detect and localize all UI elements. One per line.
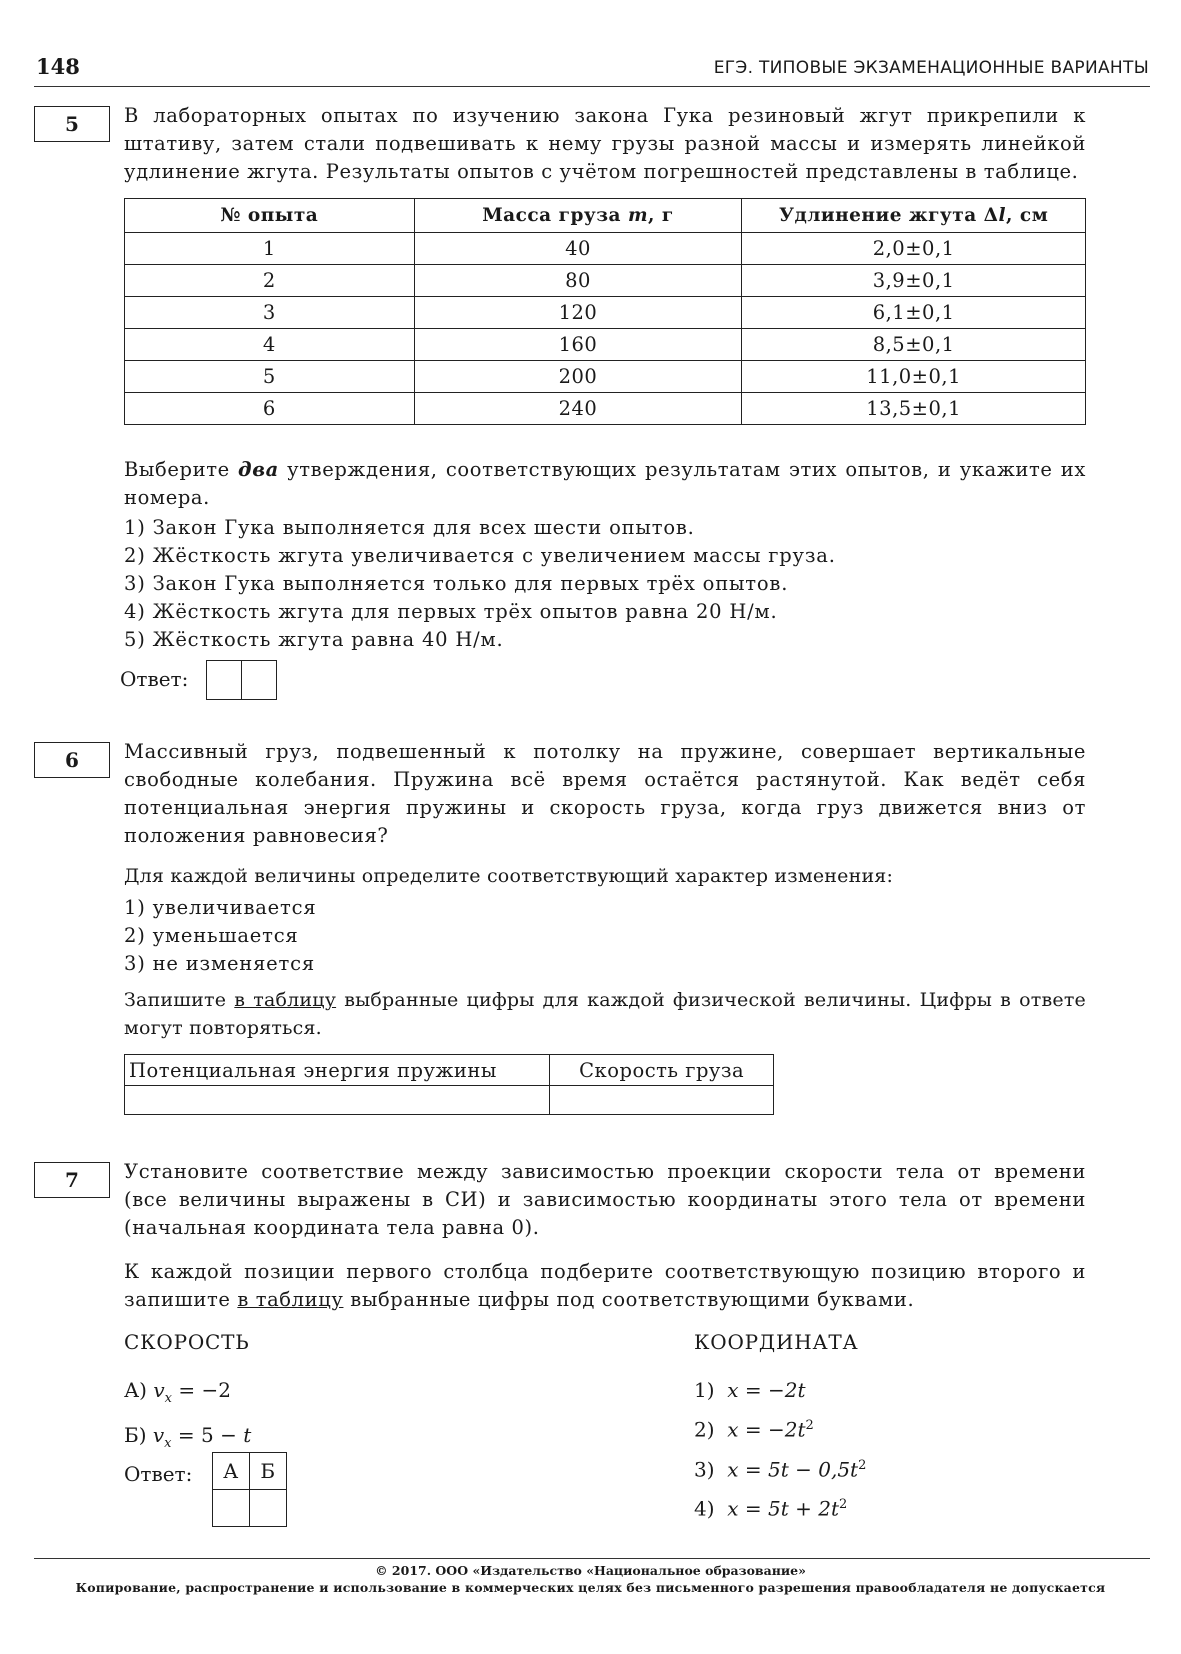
task-6-answer-table [124,1054,774,1115]
task-5-options [124,514,1086,654]
task-6-intro: Массивный груз, подвешенный к потолку на пружине, совершает вертикальные свободные колебания. Пружина всё время остаётся растянутой. Как ведёт себя потенциальная энергия пружины и скорость груза, когда груз движется вниз от положения равновесия? [124,740,1086,847]
task-5-question-post: утверждения, соответствующих результатам этих опытов, и укажите их номера. [124,458,1086,509]
item-label: Б) [124,1423,147,1447]
table-cell: 4 [125,329,415,361]
header-elongation-unit: , см [1006,205,1049,226]
table-cell: 8,5±0,1 [742,329,1086,361]
item-label: 4) [694,1496,715,1521]
task-6-write-instruction [124,986,1086,1042]
list-item [694,1408,866,1448]
list-item: 5) Жёсткость жгута равна 40 Н/м. [124,628,504,651]
velocity-symbol: $v_x$ [152,1423,172,1451]
table-cell: 2,0±0,1 [742,233,1086,265]
task-7-answer-label: Ответ: [124,1462,193,1486]
item-expr: = −2 [178,1378,231,1402]
task-5-question-pre: Выберите [124,458,239,481]
task-7-answer-table [212,1452,287,1527]
item-expr: x = −2t [727,1378,806,1402]
answer-column-a: А [213,1453,250,1490]
task-7-number: 7 [34,1162,110,1198]
table-row [125,329,1086,361]
answer-cell[interactable] [206,660,242,700]
table-cell: 3 [125,297,415,329]
header-mass [414,199,742,233]
footer-notice: Копирование, распространение и использование в коммерческих целях без письменного разрешения правообладателя не допускается [75,1580,1106,1595]
footer-divider [34,1558,1150,1559]
list-item [694,1487,866,1527]
list-item [694,1372,866,1408]
table-row [125,393,1086,425]
table-cell: 13,5±0,1 [742,393,1086,425]
task-5-table [124,198,1086,425]
table-cell: 6 [125,393,415,425]
task-7-right-list [694,1372,866,1527]
header-experiment-number: № опыта [125,199,415,233]
table-cell: 2 [125,265,415,297]
list-item: 1) увеличивается [124,896,317,919]
answer-cell[interactable] [213,1490,250,1527]
header-elongation-text: Удлинение жгута Δ [779,205,999,226]
time-symbol: t [243,1423,252,1447]
list-item: 3) Закон Гука выполняется только для первых трёх опытов. [124,572,789,595]
task-5-question [124,456,1086,512]
task-6-write-pre: Запишите [124,989,235,1011]
table-row [125,265,1086,297]
footer-copyright: © 2017. ООО «Издательство «Национальное образование» [375,1563,806,1578]
item-label: А) [124,1378,147,1402]
table-cell: 1 [125,233,415,265]
running-header: ЕГЭ. ТИПОВЫЕ ЭКЗАМЕНАЦИОННЫЕ ВАРИАНТЫ [713,58,1149,78]
task-6-col-potential-energy: Потенциальная энергия пружины [125,1055,550,1086]
header-mass-var: m [627,205,649,226]
task-6-options [124,894,1086,978]
table-cell: 200 [414,361,742,393]
list-item: 3) не изменяется [124,952,315,975]
task-7-instruction [124,1258,1086,1314]
task-7-left-heading: СКОРОСТЬ [124,1330,250,1354]
task-5-intro: В лабораторных опытах по изучению закона Гука резиновый жгут прикрепили к штативу, затем стали подвешивать к нему грузы разной массы и измерять линейкой удлинение жгута. Результаты опытов с учётом погрешностей представлены в таблице. [124,104,1086,183]
table-row [125,297,1086,329]
item-expr: x = 5t + 2t [727,1496,839,1521]
task-5-answer-boxes [206,660,277,700]
task-7-instr-pre: К каждой позиции первого столбца подберите соответствующую позицию второго и запишите [124,1260,1086,1311]
header-elongation [742,199,1086,233]
answer-cell[interactable] [125,1086,550,1115]
table-row [125,361,1086,393]
table-cell: 120 [414,297,742,329]
table-cell: 40 [414,233,742,265]
list-item: 2) Жёсткость жгута увеличивается с увеличением массы груза. [124,544,836,567]
task-7-intro: Установите соответствие между зависимостью проекции скорости тела от времени (все величины выражены в СИ) и зависимостью координаты этого тела от времени (начальная координата тела равна 0). [124,1160,1086,1239]
table-cell: 5 [125,361,415,393]
page-number: 148 [36,54,80,79]
task-6-number: 6 [34,742,110,778]
header-divider [34,86,1150,87]
answer-column-b: Б [250,1453,287,1490]
task-7-right-heading: КООРДИНАТА [694,1330,859,1354]
exponent: 2 [805,1418,814,1433]
task-6-table-link: в таблицу [234,989,337,1011]
item-expr: x = 5t − 0,5t [727,1457,859,1482]
list-item: 1) Закон Гука выполняется для всех шести опытов. [124,516,695,539]
list-item [124,1372,251,1417]
task-6-col-speed: Скорость груза [550,1055,774,1086]
table-cell: 240 [414,393,742,425]
task-6-instruction: Для каждой величины определите соответствующий характер изменения: [124,865,894,887]
table-cell: 6,1±0,1 [742,297,1086,329]
task-7-table-link: в таблицу [237,1288,344,1311]
header-elongation-var: l [998,205,1007,226]
table-cell: 80 [414,265,742,297]
velocity-symbol: $v_x$ [153,1378,172,1406]
answer-cell[interactable] [242,660,277,700]
list-item: 4) Жёсткость жгута для первых трёх опытов равна 20 Н/м. [124,600,778,623]
list-item [694,1448,866,1488]
task-5-question-emph: два [238,458,279,481]
header-mass-text: Масса груза [482,205,628,226]
list-item: 2) уменьшается [124,924,299,947]
task-7-instr-post: выбранные цифры под соответствующими буквами. [343,1288,915,1311]
task-5-number: 5 [34,106,110,142]
answer-cell[interactable] [250,1490,287,1527]
table-row [125,233,1086,265]
table-cell: 3,9±0,1 [742,265,1086,297]
table-cell: 160 [414,329,742,361]
table-cell: 11,0±0,1 [742,361,1086,393]
exponent: 2 [858,1457,867,1473]
task-5-table-header [125,199,1086,233]
item-label: 2) [694,1417,715,1442]
task-6-write-post: выбранные цифры для каждой физической величины. Цифры в ответе могут повторяться. [124,989,1086,1039]
item-label: 1) [694,1378,715,1402]
header-mass-unit: , г [648,205,674,226]
item-expr: = 5 − [177,1423,244,1447]
answer-cell[interactable] [550,1086,774,1115]
exponent: 2 [839,1497,848,1513]
item-label: 3) [694,1457,715,1482]
item-expr: x = −2t [727,1417,806,1442]
task-5-answer-label: Ответ: [120,667,189,691]
task-7-left-list [124,1372,251,1462]
